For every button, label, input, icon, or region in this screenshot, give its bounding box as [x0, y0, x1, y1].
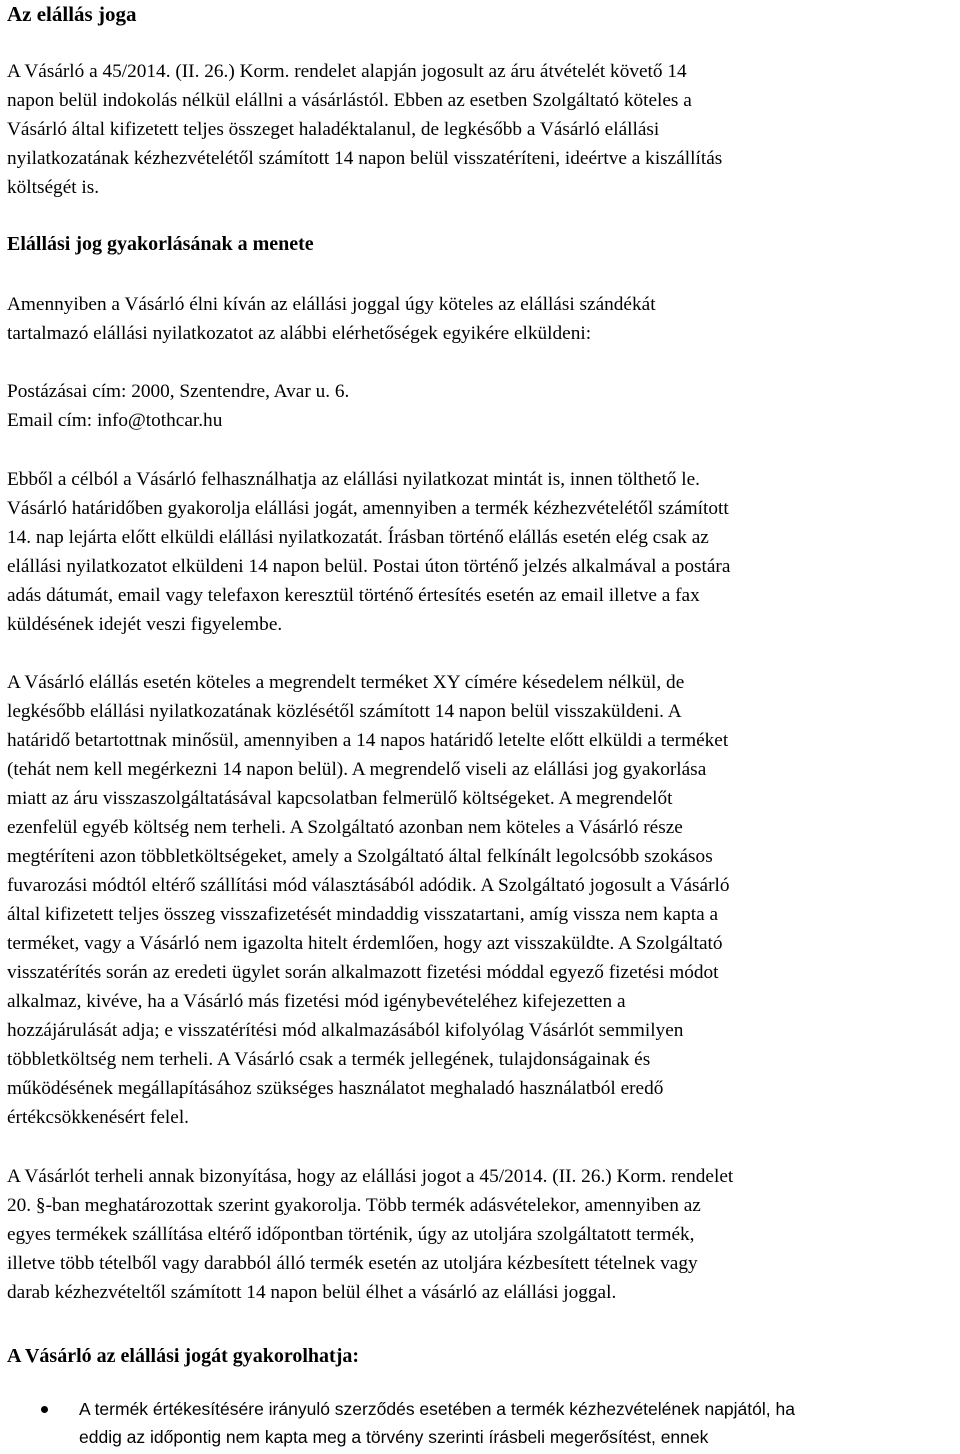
text-line: napon belül indokolás nélkül elállni a vásárlástól. Ebben az esetben Szolgáltató köteles a	[7, 90, 692, 111]
text-line: visszatérítés során az eredeti ügylet során alkalmazott fizetési móddal egyező fizetési módot	[7, 962, 719, 983]
postal-address: Postázásai cím: 2000, Szentendre, Avar u. 6.	[7, 381, 350, 402]
text-line: költségét is.	[7, 177, 100, 198]
text-line: Vásárló által kifizetett teljes összeget haladéktalanul, de legkésőbb a Vásárló elállási	[7, 119, 660, 140]
text-line: Amennyiben a Vásárló élni kíván az elállási joggal úgy köteles az elállási szándékát	[7, 294, 656, 315]
list-item	[7, 1395, 959, 1451]
page-title: Az elállás joga	[7, 2, 137, 26]
text-line: darab kézhezvételtől számított 14 napon belül élhet a vásárló az elállási joggal.	[7, 1282, 617, 1303]
burden-of-proof-paragraph	[7, 1162, 959, 1307]
text-line: miatt az áru visszaszolgáltatásával kapcsolatban felmerülő költségeket. A megrendelőt	[7, 788, 673, 809]
text-line: A Vásárló a 45/2014. (II. 26.) Korm. rendelet alapján jogosult az áru átvételét követő 14	[7, 61, 687, 82]
text-line: (tehát nem kell megérkezni 14 napon belül). A megrendelő viseli az elállási jog gyakorlása	[7, 759, 707, 780]
text-line: által kifizetett teljes összeg visszafizetését mindaddig visszatartani, amíg vissza nem kapta a	[7, 904, 719, 925]
return-terms-paragraph	[7, 668, 959, 1132]
text-line: terméket, vagy a Vásárló nem igazolta hitelt érdemlően, hogy azt visszaküldte. A Szolgáltató	[7, 933, 723, 954]
text-line: 14. nap lejárta előtt elküldi elállási nyilatkozatát. Írásban történő elállás esetén elég csak az	[7, 527, 709, 548]
text-line: legkésőbb elállási nyilatkozatának közlésétől számított 14 napon belül visszaküldeni. A	[7, 701, 682, 722]
text-line: küldésének idejét veszi figyelembe.	[7, 614, 283, 635]
rights-heading: A Vásárló az elállási jogát gyakorolhatja:	[7, 1345, 360, 1367]
text-line: tartalmazó elállási nyilatkozatot az alábbi elérhetőségek egyikére elküldeni:	[7, 323, 592, 344]
text-line: A termék értékesítésére irányuló szerződés esetében a termék kézhezvételének napjától, ha	[79, 1399, 795, 1419]
text-line: adás dátumát, email vagy telefaxon keresztül történő értesítés esetén az email illetve a fax	[7, 585, 700, 606]
text-line: 20. §-ban meghatározottak szerint gyakorolja. Több termék adásvételekor, amennyiben az	[7, 1195, 701, 1216]
procedure-paragraph	[7, 290, 959, 348]
rights-list	[7, 1395, 959, 1451]
text-line: eddig az időpontig nem kapta meg a törvény szerinti írásbeli megerősítést, ennek	[79, 1427, 709, 1447]
text-line: alkalmaz, kivéve, ha a Vásárló más fizetési mód igénybevételéhez kifejezetten a	[7, 991, 626, 1012]
text-line: illetve több tételből vagy darabból álló termék esetén az utoljára kézbesített tételnek vagy	[7, 1253, 698, 1274]
text-line: Vásárló határidőben gyakorolja elállási jogát, amennyiben a termék kézhezvételétől számított	[7, 498, 729, 519]
text-line: elállási nyilatkozatot elküldeni 14 napon belül. Postai úton történő jelzés alkalmával a postára	[7, 556, 731, 577]
bullet-icon	[41, 1406, 48, 1413]
text-line: megtéríteni azon többletköltségeket, amely a Szolgáltató által felkínált legolcsóbb szokásos	[7, 846, 713, 867]
text-line: értékcsökkenésért felel.	[7, 1107, 190, 1128]
text-line: hozzájárulását adja; e visszatérítési mód alkalmazásából kifolyólag Vásárlót semmilyen	[7, 1020, 684, 1041]
text-line: Ebből a célból a Vásárló felhasználhatja az elállási nyilatkozat mintát is, innen tölthető le.	[7, 469, 700, 490]
intro-paragraph	[7, 57, 959, 202]
text-line: többletköltség nem terheli. A Vásárló csak a termék jellegének, tulajdonságainak és	[7, 1049, 651, 1070]
text-line: A Vásárló elállás esetén köteles a megrendelt terméket XY címére késedelem nélkül, de	[7, 672, 685, 693]
text-line: egyes termékek szállítása eltérő időpontban történik, úgy az utoljára szolgáltatott termék,	[7, 1224, 695, 1245]
section-heading: Elállási jog gyakorlásának a menete	[7, 233, 314, 255]
text-line: működésének megállapításához szükséges használatot meghaladó használatból eredő	[7, 1078, 664, 1099]
email-address: Email cím: info@tothcar.hu	[7, 410, 223, 431]
deadline-paragraph	[7, 465, 959, 639]
text-line: határidő betartottnak minősül, amennyiben a 14 napos határidő letelte előtt elküldi a terméket	[7, 730, 729, 751]
text-line: fuvarozási módtól eltérő szállítási mód választásából adódik. A Szolgáltató jogosult a Vásárló	[7, 875, 730, 896]
text-line: A Vásárlót terheli annak bizonyítása, hogy az elállási jogot a 45/2014. (II. 26.) Korm. rendelet	[7, 1166, 734, 1187]
text-line: nyilatkozatának kézhezvételétől számított 14 napon belül visszatéríteni, ideértve a kiszállítás	[7, 148, 723, 169]
contact-block	[7, 377, 959, 435]
text-line: ezenfelül egyéb költség nem terheli. A Szolgáltató azonban nem köteles a Vásárló része	[7, 817, 683, 838]
